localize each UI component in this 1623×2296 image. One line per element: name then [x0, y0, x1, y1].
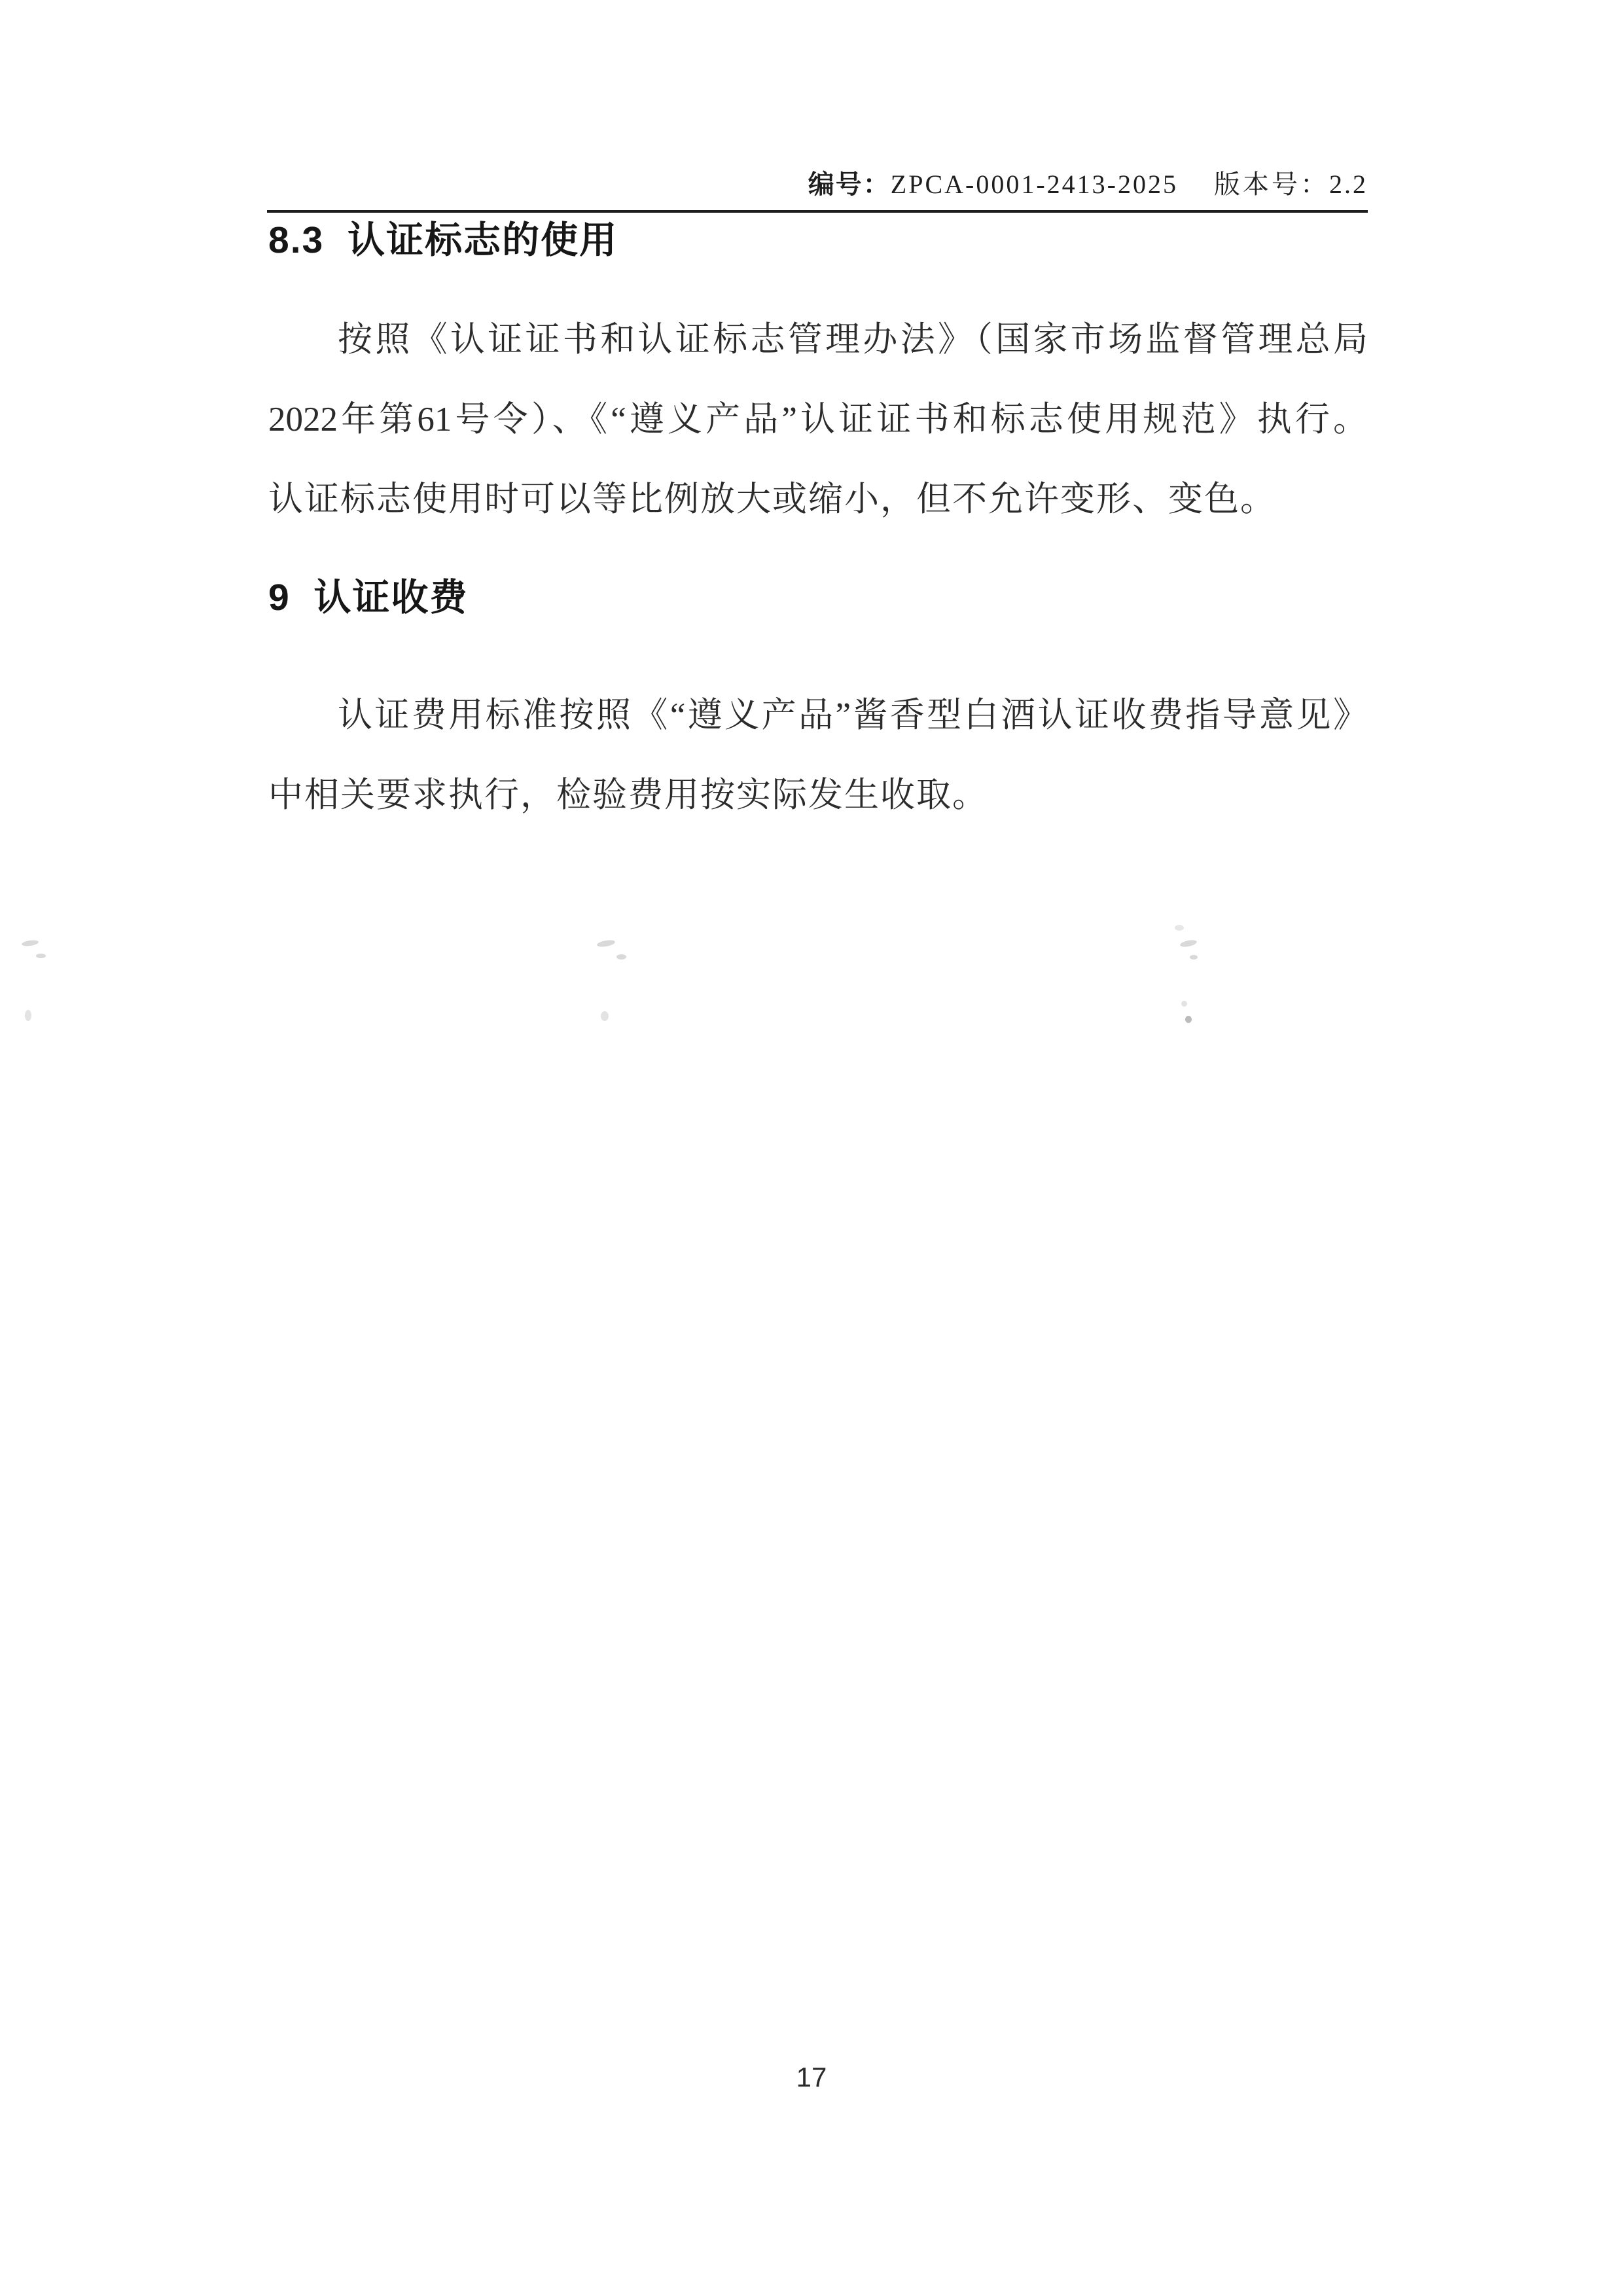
version-label: 版本号：	[1214, 170, 1329, 199]
scan-artifact	[601, 1011, 609, 1021]
paragraph-line: 认证标志使用时可以等比例放大或缩小，但不允许变形、变色。	[268, 480, 1276, 518]
paragraph-line: 中相关要求执行，检验费用按实际发生收取。	[268, 776, 988, 814]
section-8-3-paragraph	[268, 300, 1368, 539]
scan-artifact	[1179, 939, 1197, 948]
scan-artifact	[1190, 955, 1198, 960]
scan-artifact	[1185, 1016, 1192, 1023]
scan-artifact	[36, 954, 46, 958]
section-heading-9: 9 认证收费	[268, 577, 469, 619]
header-divider-line	[267, 210, 1368, 213]
scan-artifact	[22, 939, 39, 947]
section-9-paragraph	[268, 675, 1368, 835]
scan-artifact	[25, 1010, 31, 1021]
paragraph-line: 2022年第61号令）、《“遵义产品”认证证书和标志使用规范》执行。	[268, 401, 1368, 439]
paragraph-line: 按照《认证证书和认证标志管理办法》（国家市场监督管理总局	[338, 321, 1368, 359]
doc-number-value: ZPCA-0001-2413-2025	[890, 170, 1178, 199]
paragraph-line: 认证费用标准按照《“遵义产品”酱香型白酒认证收费指导意见》	[338, 696, 1368, 734]
scan-artifact	[1181, 1001, 1187, 1007]
doc-number-label: 编号：	[808, 170, 891, 199]
document-body	[268, 220, 1368, 835]
version-value: 2.2	[1329, 170, 1368, 199]
page-number: 17	[796, 2062, 827, 2092]
scan-artifact	[1175, 925, 1184, 931]
scan-artifact	[616, 954, 626, 960]
section-heading-8-3: 8.3 认证标志的使用	[268, 219, 618, 261]
scan-artifact	[596, 939, 615, 948]
page-header	[268, 169, 1368, 200]
